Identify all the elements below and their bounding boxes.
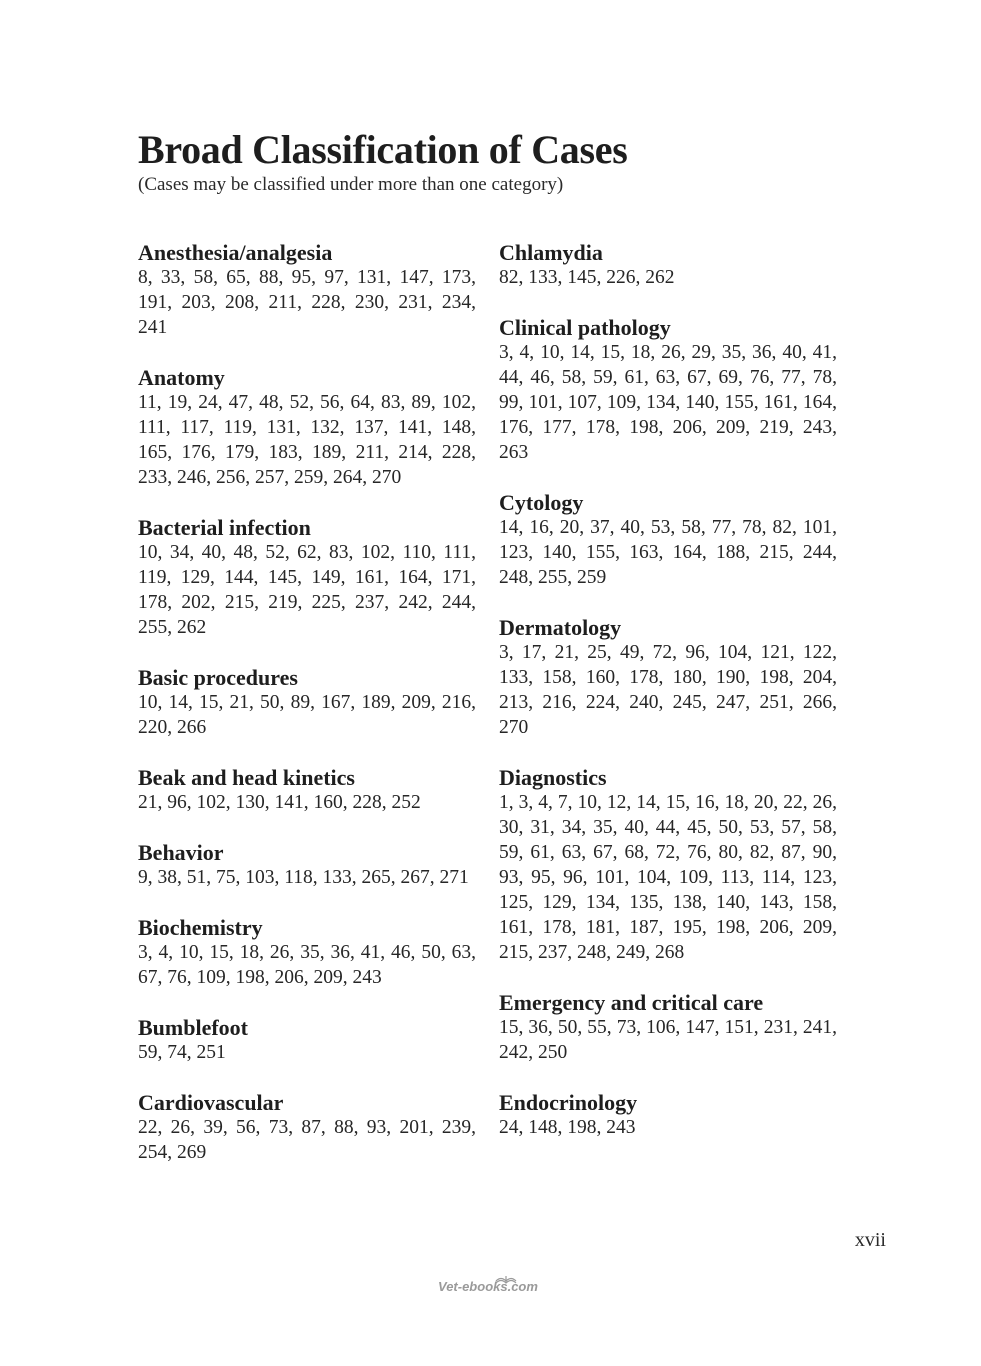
category-heading: Cytology bbox=[499, 490, 584, 515]
category-entry bbox=[138, 665, 476, 740]
case-number-list: 14, 16, 20, 37, 40, 53, 58, 77, 78, 82, 101, 123, 140, 155, 163, 164, 188, 215, 244, 248, 255, 259 bbox=[499, 517, 837, 588]
category-entry bbox=[138, 840, 476, 890]
category-heading: Dermatology bbox=[499, 615, 622, 640]
category-entry bbox=[138, 1015, 476, 1065]
category-entry bbox=[138, 915, 476, 990]
category-heading: Bacterial infection bbox=[138, 515, 311, 540]
case-number-list: 10, 14, 15, 21, 50, 89, 167, 189, 209, 216, 220, 266 bbox=[138, 692, 476, 738]
page-subtitle: (Cases may be classified under more than one category) bbox=[138, 174, 564, 195]
category-entry bbox=[138, 1090, 476, 1165]
category-heading: Anesthesia/analgesia bbox=[138, 240, 333, 265]
category-entry bbox=[499, 240, 837, 290]
category-entry bbox=[138, 365, 476, 490]
category-entry bbox=[499, 1090, 837, 1140]
category-heading: Beak and head kinetics bbox=[138, 765, 355, 790]
category-heading: Cardiovascular bbox=[138, 1090, 284, 1115]
watermark-text: Vet-ebooks.com bbox=[438, 1279, 538, 1294]
case-number-list: 15, 36, 50, 55, 73, 106, 147, 151, 231, 241, 242, 250 bbox=[499, 1017, 837, 1063]
category-heading: Biochemistry bbox=[138, 915, 263, 940]
category-entry bbox=[499, 490, 837, 590]
category-entry bbox=[499, 990, 837, 1065]
category-heading: Chlamydia bbox=[499, 240, 603, 265]
left-column bbox=[138, 240, 476, 1190]
category-heading: Clinical pathology bbox=[499, 315, 671, 340]
category-heading: Bumblefoot bbox=[138, 1015, 248, 1040]
category-heading: Diagnostics bbox=[499, 765, 607, 790]
case-number-list: 3, 17, 21, 25, 49, 72, 96, 104, 121, 122, 133, 158, 160, 178, 180, 190, 198, 204, 213, 216, 224, 240, 245, 247, 251, 266, 270 bbox=[499, 642, 837, 738]
category-entry bbox=[138, 240, 476, 340]
case-number-list: 1, 3, 4, 7, 10, 12, 14, 15, 16, 18, 20, 22, 26, 30, 31, 34, 35, 40, 44, 45, 50, 53, 57, 58, 59, 61, 63, 67, 68, 72, 76, 80, 82, 87, 90, 93, 95, 96, 101, 104, 109, 113, 114, 123, 125, 129, 134, 135, 138, 140, 143, 158, 161, 178, 181, 187, 195, 198, 206, 209, 215, 237, 248, 249, 268 bbox=[499, 792, 837, 963]
case-number-list: 82, 133, 145, 226, 262 bbox=[499, 267, 675, 288]
page-number: xvii bbox=[854, 1229, 886, 1251]
case-number-list: 22, 26, 39, 56, 73, 87, 88, 93, 201, 239, 254, 269 bbox=[138, 1117, 476, 1163]
category-entry bbox=[138, 765, 476, 815]
category-heading: Basic procedures bbox=[138, 665, 298, 690]
watermark-logo bbox=[438, 1272, 544, 1296]
case-number-list: 3, 4, 10, 14, 15, 18, 26, 29, 35, 36, 40, 41, 44, 46, 58, 59, 61, 63, 67, 69, 76, 77, 78, 99, 101, 107, 109, 134, 140, 155, 161, 164, 176, 177, 178, 198, 206, 209, 219, 243, 263 bbox=[499, 342, 837, 463]
page-title: Broad Classification of Cases bbox=[138, 127, 628, 172]
category-heading: Emergency and critical care bbox=[499, 990, 764, 1015]
case-number-list: 3, 4, 10, 15, 18, 26, 35, 36, 41, 46, 50, 63, 67, 76, 109, 198, 206, 209, 243 bbox=[138, 942, 476, 988]
category-heading: Endocrinology bbox=[499, 1090, 638, 1115]
case-number-list: 24, 148, 198, 243 bbox=[499, 1117, 636, 1138]
category-entry bbox=[499, 765, 837, 965]
case-number-list: 21, 96, 102, 130, 141, 160, 228, 252 bbox=[138, 792, 421, 813]
case-number-list: 10, 34, 40, 48, 52, 62, 83, 102, 110, 111, 119, 129, 144, 145, 149, 161, 164, 171, 178, 202, 215, 219, 225, 237, 242, 244, 255, 262 bbox=[138, 542, 476, 638]
case-number-list: 11, 19, 24, 47, 48, 52, 56, 64, 83, 89, 102, 111, 117, 119, 131, 132, 137, 141, 148, 165, 176, 179, 183, 189, 211, 214, 228, 233, 246, 256, 257, 259, 264, 270 bbox=[138, 392, 476, 488]
category-entry bbox=[499, 315, 837, 465]
case-number-list: 8, 33, 58, 65, 88, 95, 97, 131, 147, 173, 191, 203, 208, 211, 228, 230, 231, 234, 241 bbox=[138, 267, 476, 338]
case-number-list: 9, 38, 51, 75, 103, 118, 133, 265, 267, 271 bbox=[138, 867, 469, 888]
category-heading: Anatomy bbox=[138, 365, 225, 390]
case-number-list: 59, 74, 251 bbox=[138, 1042, 226, 1063]
category-entry bbox=[138, 515, 476, 640]
category-entry bbox=[499, 615, 837, 740]
right-column bbox=[499, 240, 837, 1165]
category-heading: Behavior bbox=[138, 840, 224, 865]
